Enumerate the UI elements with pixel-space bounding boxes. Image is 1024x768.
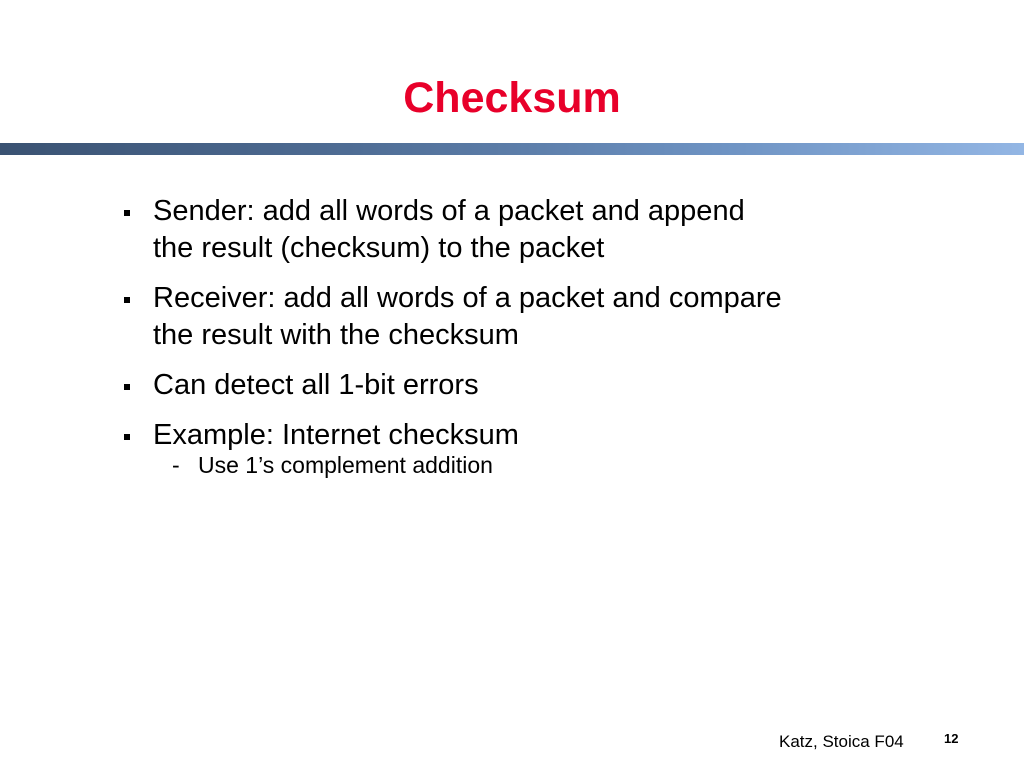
sub-bullet-text: Use 1’s complement addition xyxy=(198,452,493,478)
square-bullet-icon xyxy=(124,297,130,303)
page-number: 12 xyxy=(944,731,959,746)
bullet-text-line: the result (checksum) to the packet xyxy=(153,232,605,264)
bullet-item-sender xyxy=(124,193,944,267)
square-bullet-icon xyxy=(124,210,130,216)
square-bullet-icon xyxy=(124,384,130,390)
bullet-text-line: Receiver: add all words of a packet and compare xyxy=(153,282,782,314)
sub-bullet-list xyxy=(153,449,944,481)
sub-bullet-item xyxy=(153,449,944,481)
bullet-text-line: Sender: add all words of a packet and append xyxy=(153,195,745,227)
bullet-text-line: Can detect all 1-bit errors xyxy=(153,369,479,401)
slide-title: Checksum xyxy=(403,74,621,122)
square-bullet-icon xyxy=(124,434,130,440)
title-divider-bar xyxy=(0,143,1024,155)
bullet-item-detect xyxy=(124,367,944,404)
bullet-item-receiver xyxy=(124,280,944,354)
footer-credit: Katz, Stoica F04 xyxy=(779,732,904,751)
bullet-text-line: Example: Internet checksum xyxy=(153,419,519,451)
bullet-text-line: the result with the checksum xyxy=(153,319,519,351)
bullet-item-example xyxy=(124,417,944,481)
dash-bullet-icon: - xyxy=(172,452,180,478)
bullet-list xyxy=(124,193,944,494)
